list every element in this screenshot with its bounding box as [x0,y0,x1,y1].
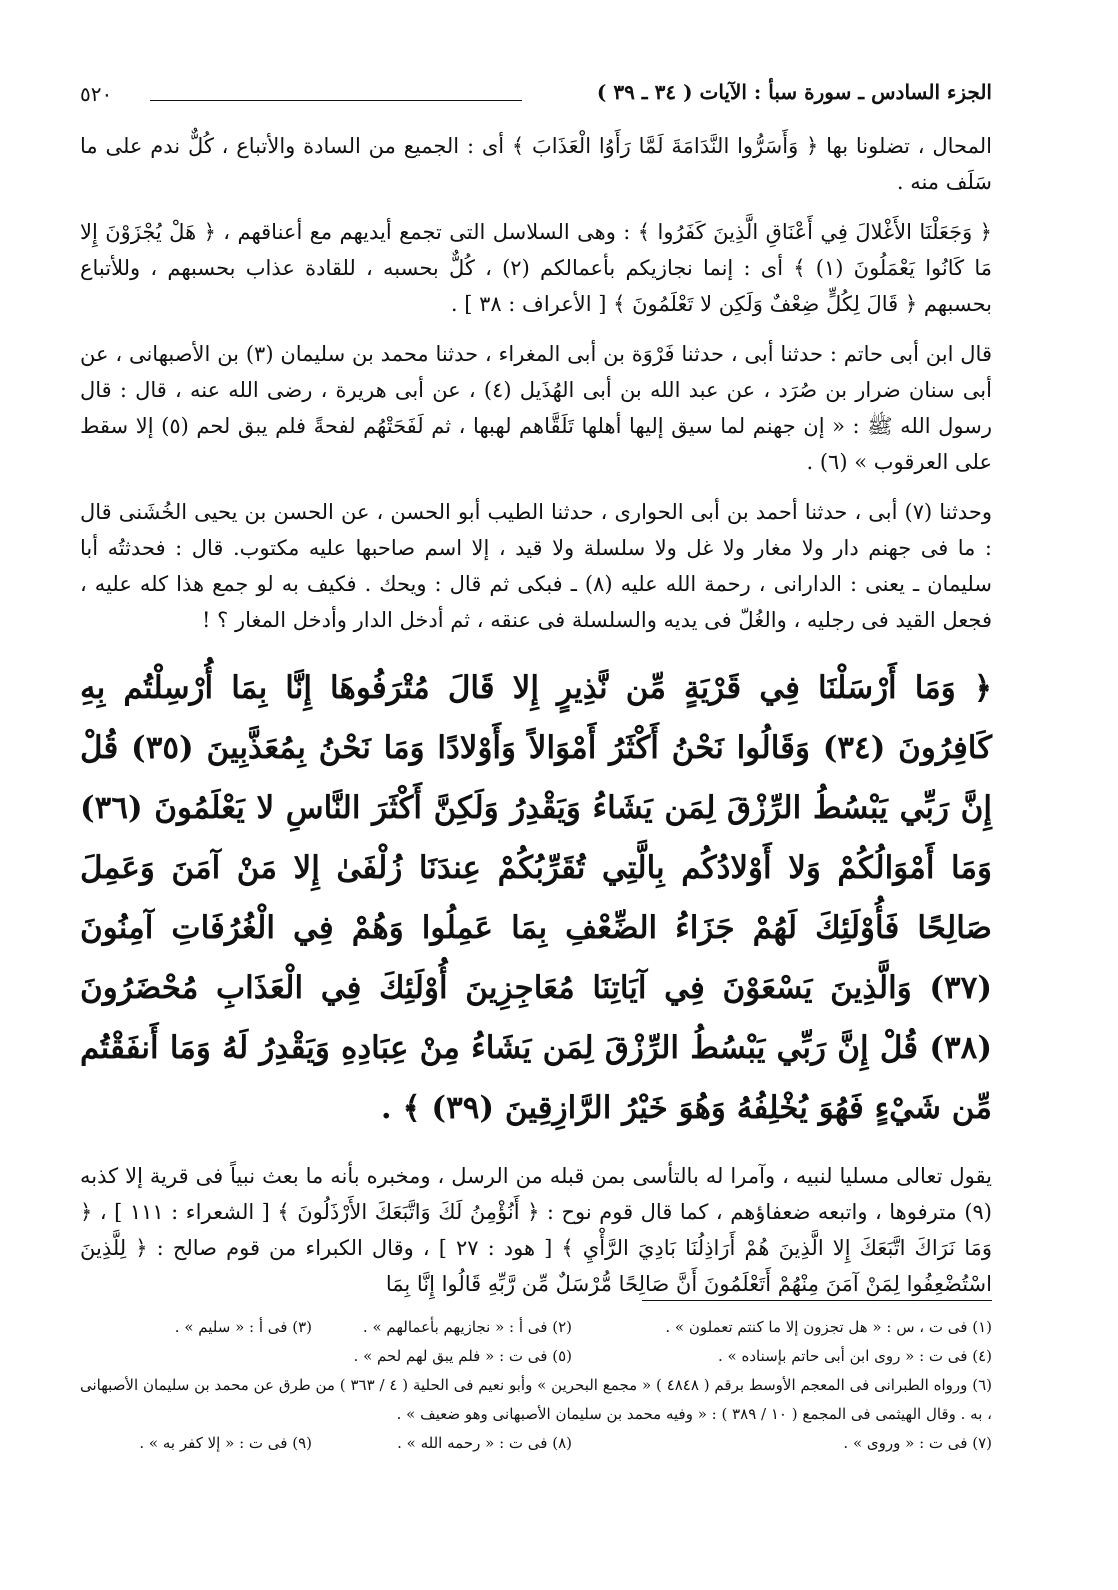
paragraph-3: قال ابن أبى حاتم : حدثنا أبى ، حدثنا فَرْوَة بن أبى المغراء ، حدثنا محمد بن سليمان (٣) بن الأصبهانى ، عن أبى سنان ضرار بن صُرَد ، عن عبد الله بن أبى الهُذَيل (٤) ، عن أبى هريرة ، رضى الله عنه ، قال : قال رسول الله ﷺ : « إن جهنم لما سيق إليها أهلها تَلَقَّاهم لهبها ، ثم لَفَحَتْهُم لفحةً فلم يبق لحم (٥) إلا سقط على العرقوب » (٦) . [80,342,992,474]
footnote-row [80,1342,992,1371]
footnote-rule [642,1300,992,1301]
footnote-3: (٣) فى أ : « سليم » . [174,1318,312,1336]
footnote-row [80,1429,992,1458]
commentary-paragraph: يقول تعالى مسليا لنبيه ، وآمرا له بالتأسى بمن قبله من الرسل ، ومخبره بأنه ما بعث نبياً فى قرية إلا كذبه (٩) مترفوها ، واتبعه ضعفاؤهم ، كما قال قوم نوح : ﴿ أَنُؤْمِنُ لَكَ وَاتَّبَعَكَ الأَرْذَلُونَ ﴾ [ الشعراء : ١١١ ] ، ﴿ وَمَا نَرَاكَ اتَّبَعَكَ إِلا الَّذِينَ هُمْ أَرَاذِلُنَا بَادِيَ الرَّأْيِ ﴾ [ هود : ٢٧ ] ، وقال الكبراء من قوم صالح : ﴿ لِلَّذِينَ اسْتُضْعِفُوا لِمَنْ آمَنَ مِنْهُمْ أَتَعْلَمُونَ أَنَّ صَالِحًا مُّرْسَلٌ مِّن رَّبِّهِ قَالُوا إِنَّا بِمَا [80,1164,992,1296]
footnote-7: (٧) فى ت : « وروى » . [843,1434,992,1452]
footnote-6: (٦) ورواه الطبرانى فى المعجم الأوسط برقم ( ٤٨٤٨ ) « مجمع البحرين » وأبو نعيم فى الحلية ( ٤ / ٣٦٣ ) من طرق عن محمد بن سليمان الأصبهانى ، به . وقال الهيثمى فى المجمع ( ١٠ / ٣٨٩ ) : « وفيه محمد بن سليمان الأصبهانى وهو ضعيف » . [80,1376,992,1423]
footnote-row [80,1313,992,1342]
paragraph-4: وحدثنا (٧) أبى ، حدثنا أحمد بن أبى الحوارى ، حدثنا الطيب أبو الحسن ، عن الحسن بن يحيى الخُشَنى قال : ما فى جهنم دار ولا مغار ولا غل ولا سلسلة ولا قيد ، إلا اسم صاحبها عليه مكتوب. قال : فحدثتُه أبا سليمان ـ يعنى : الدارانى ، رحمة الله عليه (٨) ـ فبكى ثم قال : ويحك . فكيف به لو جمع هذا كله عليه ، فجعل القيد فى رجليه ، والغُلّ فى يديه والسلسلة فى عنقه ، ثم أدخل الدار وأدخل المغار ؟ ! [80,500,993,632]
page-number: ٥٢٠ [80,82,113,106]
page [80,70,993,1452]
footnote-1: (١) فى ت ، س : « هل تجزون إلا ما كنتم تعملون » . [665,1318,992,1336]
footnote-5: (٥) فى ت : « فلم يبق لهم لحم » . [353,1347,572,1365]
footnotes [80,1300,992,1458]
paragraph-1: المحال ، تضلونا بها ﴿ وَأَسَرُّوا النَّدَامَةَ لَمَّا رَأَوُا الْعَذَابَ ﴾ أى : الجميع من السادة والأتباع ، كُلٌّ ندم على ما سَلَف منه . [80,134,992,194]
footnote-8: (٨) فى ت : « رحمه الله » . [397,1434,572,1452]
footnote-9: (٩) فى ت : « إلا كفر به » . [139,1434,312,1452]
footnote-2: (٢) فى أ : « نجازيهم بأعمالهم » . [362,1318,572,1336]
running-title: الجزء السادس ـ سورة سبأ : الآيات ( ٣٤ ـ ٣٩ ) [596,80,992,104]
quran-passage: ﴿ وَمَا أَرْسَلْنَا فِي قَرْيَةٍ مِّن نَّذِيرٍ إِلا قَالَ مُتْرَفُوهَا إِنَّا بِمَا أُرْسِلْتُم بِهِ كَافِرُونَ (٣٤) وَقَالُوا نَحْنُ أَكْثَرُ أَمْوَالاً وَأَوْلادًا وَمَا نَحْنُ بِمُعَذَّبِينَ (٣٥) قُلْ إِنَّ رَبِّي يَبْسُطُ الرِّزْقَ لِمَن يَشَاءُ وَيَقْدِرُ وَلَكِنَّ أَكْثَرَ النَّاسِ لا يَعْلَمُونَ (٣٦) وَمَا أَمْوَالُكُمْ وَلا أَوْلادُكُم بِالَّتِي تُقَرِّبُكُمْ عِندَنَا زُلْفَىٰ إِلا مَنْ آمَنَ وَعَمِلَ صَالِحًا فَأُوْلَئِكَ لَهُمْ جَزَاءُ الضِّعْفِ بِمَا عَمِلُوا وَهُمْ فِي الْغُرُفَاتِ آمِنُونَ (٣٧) وَالَّذِينَ يَسْعَوْنَ فِي آيَاتِنَا مُعَاجِزِينَ أُوْلَئِكَ فِي الْعَذَابِ مُحْضَرُونَ (٣٨) قُلْ إِنَّ رَبِّي يَبْسُطُ الرِّزْقَ لِمَن يَشَاءُ مِنْ عِبَادِهِ وَيَقْدِرُ لَهُ وَمَا أَنفَقْتُم مِّن شَيْءٍ فَهُوَ يُخْلِفُهُ وَهُوَ خَيْرُ الرَّازِقِينَ (٣٩) ﴾ . [80,670,992,1126]
paragraph-2: ﴿ وَجَعَلْنَا الأَغْلالَ فِي أَعْنَاقِ الَّذِينَ كَفَرُوا ﴾ : وهى السلاسل التى تجمع أيديهم مع أعناقهم ، ﴿ هَلْ يُجْزَوْنَ إِلا مَا كَانُوا يَعْمَلُونَ (١) ﴾ أى : إنما نجازيكم بأعمالكم (٢) ، كُلٌّ بحسبه ، للقادة عذاب بحسبهم ، وللأتباع بحسبهم ﴿ قَالَ لِكُلٍّ ضِعْفٌ وَلَكِن لا تَعْلَمُونَ ﴾ [ الأعراف : ٣٨ ] . [80,220,992,316]
footnote-4: (٤) فى ت : « روى ابن أبى حاتم بإسناده » . [718,1347,992,1365]
page-header [80,70,992,110]
header-rule [150,100,522,101]
